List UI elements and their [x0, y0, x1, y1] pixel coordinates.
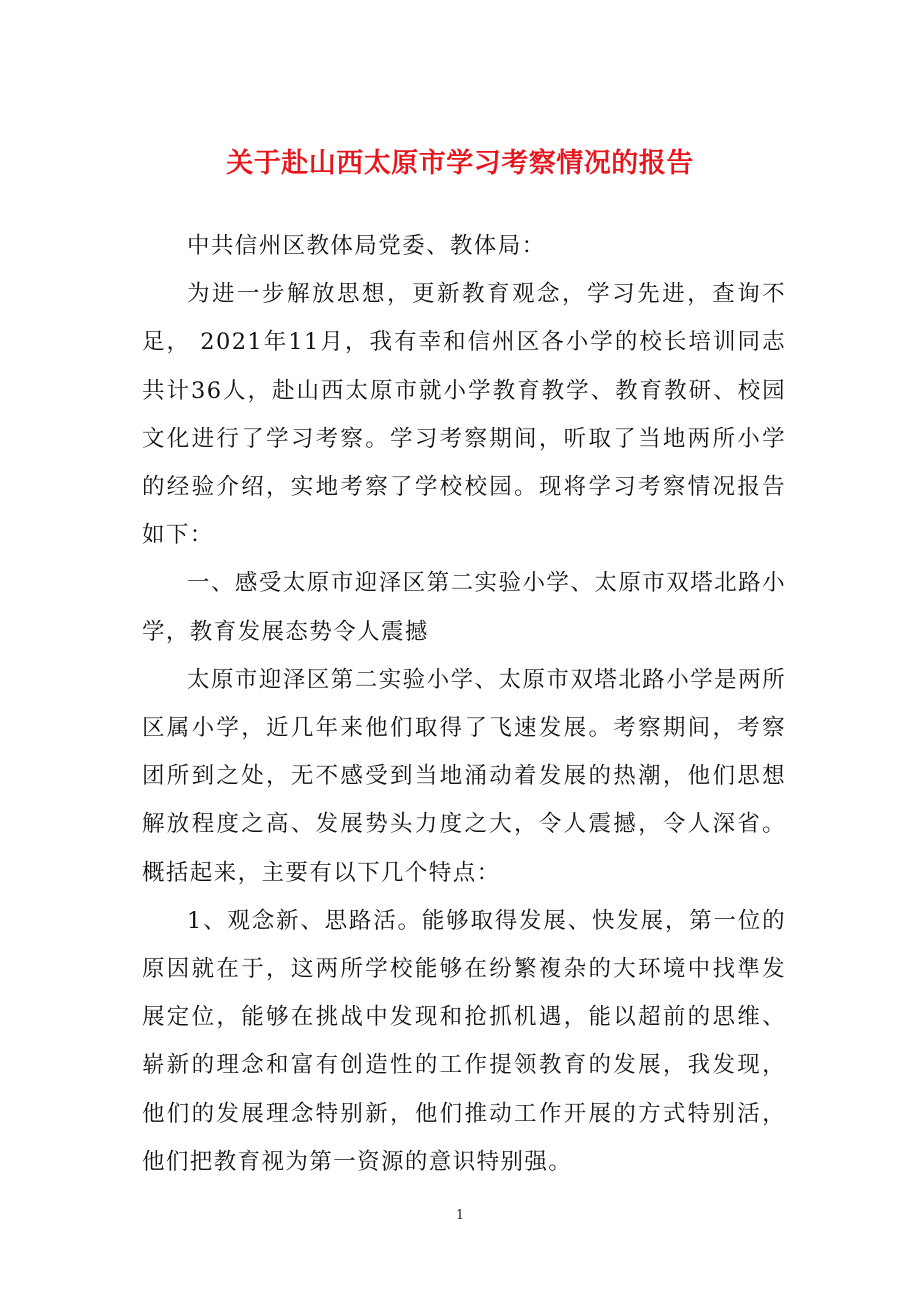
section-heading-paragraph: 一、感受太原市迎泽区第二实验小学、太原市双塔北路小学，教育发展态势令人震撼: [142, 570, 786, 645]
section-body-paragraph: 太原市迎泽区第二实验小学、太原市双塔北路小学是两所区属小学，近几年来他们取得了飞速发展。考察期间，考察团所到之处，无不感受到当地涌动着发展的热潮，他们思想解放程度之高、发展势头力度之大，令人震撼，令人深省。概括起来，主要有以下几个特点：: [142, 666, 786, 886]
page-number: 1: [455, 1208, 465, 1223]
point-one-paragraph: 1、观念新、思路活。能够取得发展、快发展，第一位的原因就在于，这两所学校能够在纷繁複杂的大环境中找準发展定位，能够在挑战中发现和抢抓机遇，能以超前的思维、崭新的理念和富有创造性的工作提领教育的发展，我发现，他们的发展理念特别新，他们推动工作开展的方式特别活，他们把教育视为第一资源的意识特别强。: [142, 907, 786, 1175]
salutation-paragraph: 中共信州区教体局党委、教体局：: [187, 233, 546, 259]
intro-paragraph: 为进一步解放思想，更新教育观念，学习先进，查询不足， 2021年11月，我有幸和信州区各小学的校长培训同志共计36人，赴山西太原市就小学教育教学、教育教研、校园文化进行了学习考察。学习考察期间，听取了当地两所小学的经验介绍，实地考察了学校校园。现将学习考察情况报告如下：: [142, 281, 786, 549]
document-body: [142, 222, 786, 1186]
document-title: 关于赴山西太原市学习考察情况的报告: [226, 148, 694, 179]
